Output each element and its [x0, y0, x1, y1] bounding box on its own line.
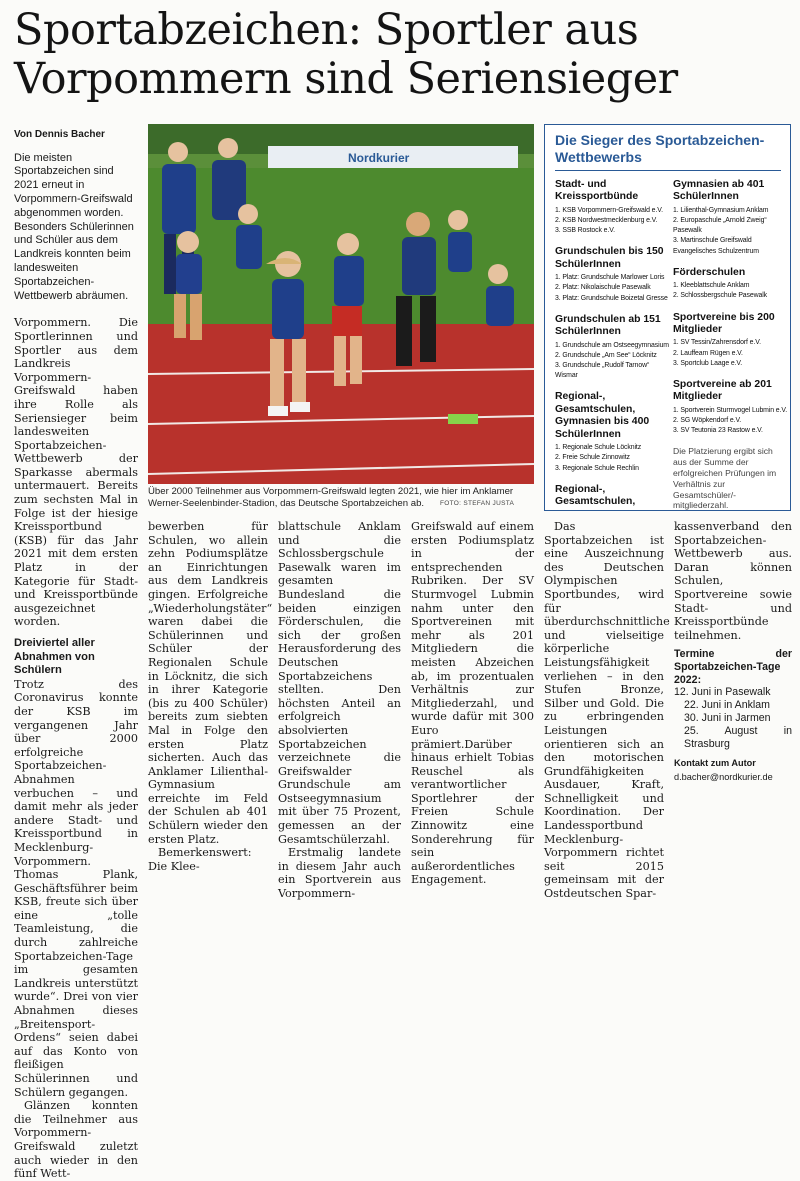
- winners-box-divider: [555, 170, 781, 171]
- column-2-paragraph: bewerben für Schulen, wo allein zehn Podiumsplätze an Einrichtungen aus dem Landkreis gingen. Erfolgreiche „Wiederholungstäter“ waren dabei die Schülerinnen und Schüler der Regionalen Schule in Löcknitz, die sich in ihrer Kategorie (bis zu 400 Schüler) bereits zum siebten Mal in Folge den ersten Platz sicherten. Auch das Anklamer Lilienthal-Gymnasium erreichte im Feld der Schulen ab 401 Schülern wieder den ersten Platz.: [148, 520, 273, 846]
- category-entry: 2. Freie Schule Zinnowitz: [555, 454, 630, 462]
- category-entry: 3. Sportclub Laage e.V.: [673, 359, 743, 367]
- category-entry: 1. SV Tessin/Zahrensdorf e.V.: [673, 339, 761, 347]
- runners-photo: [148, 124, 534, 484]
- article-author: Von Dennis Bacher: [14, 129, 105, 140]
- termin-item: 25. August in Strasburg: [684, 725, 792, 751]
- article-intro: Vorpommern. Die Sportlerinnen und Sportler aus dem Landkreis Vorpommern-Greifswald haben ihre Rolle als Seriensieger beim landesweiten Sportabzeichen-Wettbewerb der Sparkasse abermals untermauert. Bereits zum sechsten Mal in Folge ist der hiesige Kreissportbund (KSB) für das Jahr 2021 mit dem ersten Platz in der Kategorie für Stadt- und Kreissportbünde ausgezeichnet worden.: [14, 316, 138, 629]
- category-entry: 3. SSB Rostock e.V.: [555, 227, 615, 235]
- category-entry: 3. Platz: Grundschule Boizetal Gresse: [555, 294, 668, 302]
- category-entry: 1. Kleeblattschule Anklam: [673, 282, 750, 290]
- winners-box-title: Die Sieger des Sportabzeichen-Wettbewerbs: [555, 132, 765, 165]
- column-3: [278, 520, 401, 901]
- article-subhead: Dreiviertel aller Abnahmen von Schülern: [14, 637, 95, 677]
- category-entry: 2. Platz: Nikolaischule Pasewalk: [555, 284, 651, 292]
- winners-category: [555, 179, 667, 236]
- category-title: Förderschulen: [673, 266, 746, 278]
- category-entry: 1. Platz: Grundschule Marlower Loris: [555, 274, 665, 282]
- category-title: Sportvereine bis 200 Mitglieder: [673, 311, 775, 336]
- contact-email: d.bacher@nordkurier.de: [674, 771, 773, 782]
- column-4-paragraph: Greifswald auf einem ersten Podiumsplatz in der entsprechenden Rubriken. Der SV Sturmvogel Lubmin nahm unter den Sportvereinen mit mehr als 201 Mitgliedern die meisten Abzeichen ab, im prozentualen Verhältnis zur Mitgliederzahl, und wurde dafür mit 300 Euro prämiert.Darüber hinaus erhielt Tobias Reuschel als verantwortlicher Sportlehrer der Freien Schule Zinnowitz eine Sonderehrung für sein außerordentliches Engagement.: [411, 520, 534, 887]
- category-entry: 2. KSB Nordwestmecklenburg e.V.: [555, 217, 658, 225]
- column-6: [674, 520, 792, 784]
- winners-category: [673, 312, 785, 369]
- column-2-paragraph-end: Bemerkenswert: Die Klee-: [148, 846, 252, 873]
- termine-heading: Termine der Sportabzeichen-Tage 2022:: [674, 648, 792, 686]
- column-4: [411, 520, 534, 887]
- photo-caption: Über 2000 Teilnehmer aus Vorpommern-Greifswald legten 2021, wie hier im Anklamer Werner-Seelenbinder-Stadion, das Deutsche Sportabzeichen ab.: [148, 486, 514, 509]
- category-entry: 1. Grundschule am Ostseegymnasium: [555, 341, 669, 349]
- article-teaser: Die meisten Sportabzeichen sind 2021 erneut in Vorpommern-Greifswald abgenommen worden. Besonders Schülerinnen und Schüler aus dem Landkreis konnten beim landesweiten Sportabzeichen-Wettbewerb abräumen.: [14, 151, 134, 302]
- winners-box: [544, 124, 791, 511]
- banner-text: Nordkurier: [348, 151, 410, 165]
- winners-category: [673, 179, 785, 257]
- category-entry: 1. Regionale Schule Löcknitz: [555, 444, 642, 452]
- category-title: Stadt- und Kreissportbünde: [555, 179, 639, 203]
- column-1-paragraph-end: Glänzen konnten die Teilnehmer aus Vorpommern-Greifswald zuletzt auch wieder in den fünf Wett-: [14, 1099, 138, 1181]
- column-1: [14, 128, 138, 1181]
- article-headline: Sportabzeichen: Sportler aus Vorpommern sind Seriensieger: [14, 5, 678, 104]
- contact-heading: Kontakt zum Autor: [674, 758, 756, 769]
- category-entry: 2. Lauffeam Rügen e.V.: [673, 349, 743, 357]
- termin-item: 22. Juni in Anklam: [684, 699, 770, 712]
- category-title: Sportvereine ab 201 Mitglieder: [673, 379, 772, 403]
- category-entry: 2. Grundschule „Am See“ Löcknitz: [555, 351, 657, 359]
- winners-box-note: Die Platzierung ergibt sich aus der Summe der erfolgreichen Prüfungen im Verhältnis zur Gesamtschüler/-mitgliederzahl.: [673, 446, 777, 511]
- winners-category: [555, 391, 667, 473]
- category-title: Regional-, Gesamtschulen, Gymnasien bis 400 SchülerInnen: [555, 391, 650, 440]
- category-title: Grundschulen bis 150 SchülerInnen: [555, 246, 664, 270]
- termin-item: 30. Juni in Jarmen: [684, 712, 771, 725]
- winners-category: [555, 314, 667, 382]
- winners-box-left-column: [555, 179, 667, 519]
- category-entry: 3. Martinschule Greifswald Evangelisches Schulzentrum: [673, 237, 759, 255]
- winners-box-right-column: [673, 179, 788, 511]
- category-entry: 3. Regionale Schule Rechlin: [555, 464, 639, 472]
- category-entry: 3. SV Teutonia 23 Rastow e.V.: [673, 427, 763, 435]
- column-2: [148, 520, 273, 873]
- category-entry: 1. KSB Vorpommern-Greifswald e.V.: [555, 206, 663, 214]
- category-entry: 2. Europaschule „Arnold Zweig“ Pasewalk: [673, 217, 767, 235]
- category-entry: 1. Lilienthal-Gymnasium Anklam: [673, 206, 769, 214]
- category-entry: 2. SG Wöpkendorf e.V.: [673, 417, 742, 425]
- article-photo: [148, 124, 534, 484]
- category-title: Regional-, Gesamtschulen,: [555, 483, 636, 508]
- category-title: Gymnasien ab 401 SchülerInnen: [673, 179, 765, 203]
- winners-category: [673, 379, 788, 436]
- photo-credit: FOTO: STEFAN JUSTA: [440, 500, 515, 507]
- column-5: [544, 520, 670, 901]
- winners-category: [555, 246, 667, 303]
- category-entry: 3. Grundschule „Rudolf Tarnow“ Wismar: [555, 362, 650, 380]
- category-entry: 2. Schlossbergschule Pasewalk: [673, 292, 768, 300]
- category-entry: 1. Sportverein Sturmvogel Lubmin e.V.: [673, 406, 788, 414]
- column-3-paragraph-end: Erstmalig landete in diesem Jahr auch ein Sportverein aus Vorpommern-: [278, 846, 401, 901]
- column-3-paragraph: blattschule Anklam und die Schlossbergschule Pasewalk waren im gesamten Bundesland die beiden einzigen Förderschulen, die sich der großen Herausforderung des Deutschen Sportabzeichens stellten. Den höchsten Anteil an erfolgreich absolvierten Sportabzeichen verzeichnete die Greifswalder Grundschule am Ostseegymnasium mit über 75 Prozent, gemessen an der Gesamtschülerzahl.: [278, 520, 401, 846]
- winners-category: [555, 484, 667, 509]
- column-6-paragraph: kassenverband den Sportabzeichen-Wettbewerb aus. Daran können Schulen, Sportvereine sowie Stadt- und Kreissportbünde teilnehmen.: [674, 520, 792, 642]
- column-1-paragraph: Trotz des Coronavirus konnte der KSB im vergangenen Jahr über 2000 erfolgreiche Sportabzeichen-Abnahmen verbuchen – und damit mehr als jeder andere Stadt- und Kreissportbund in Mecklenburg-Vorpommern. Thomas Plank, Geschäftsführer beim KSB, freute sich über eine „tolle Teamleistung, die durch zahlreiche Sportabzeichen-Tage im gesamten Landkreis unterstützt wurde“. Drei von vier Abnahmen dieses „Breitensport-Ordens“ seien dabei auf das Konto von fleißigen Schülerinnen und Schülern gegangen.: [14, 677, 138, 1099]
- category-title: Grundschulen ab 151 SchülerInnen: [555, 313, 661, 338]
- winners-category: [673, 267, 785, 302]
- termin-item: 12. Juni in Pasewalk: [674, 686, 771, 699]
- column-5-paragraph: Das Sportabzeichen ist eine Auszeichnung des Deutschen Olympischen Sportbundes, wird für überdurchschnittliche und vielseitige körperliche Leistungsfähigkeit verliehen – in den Stufen Bronze, Silber und Gold. Die zu erbringenden Leistungen orientieren sich an den motorischen Grundfähigkeiten Ausdauer, Kraft, Schnelligkeit und Koordination. Der Landessportbund Mecklenburg-Vorpommern richtet seit 2015 gemeinsam mit der Ostdeutschen Spar-: [544, 520, 670, 901]
